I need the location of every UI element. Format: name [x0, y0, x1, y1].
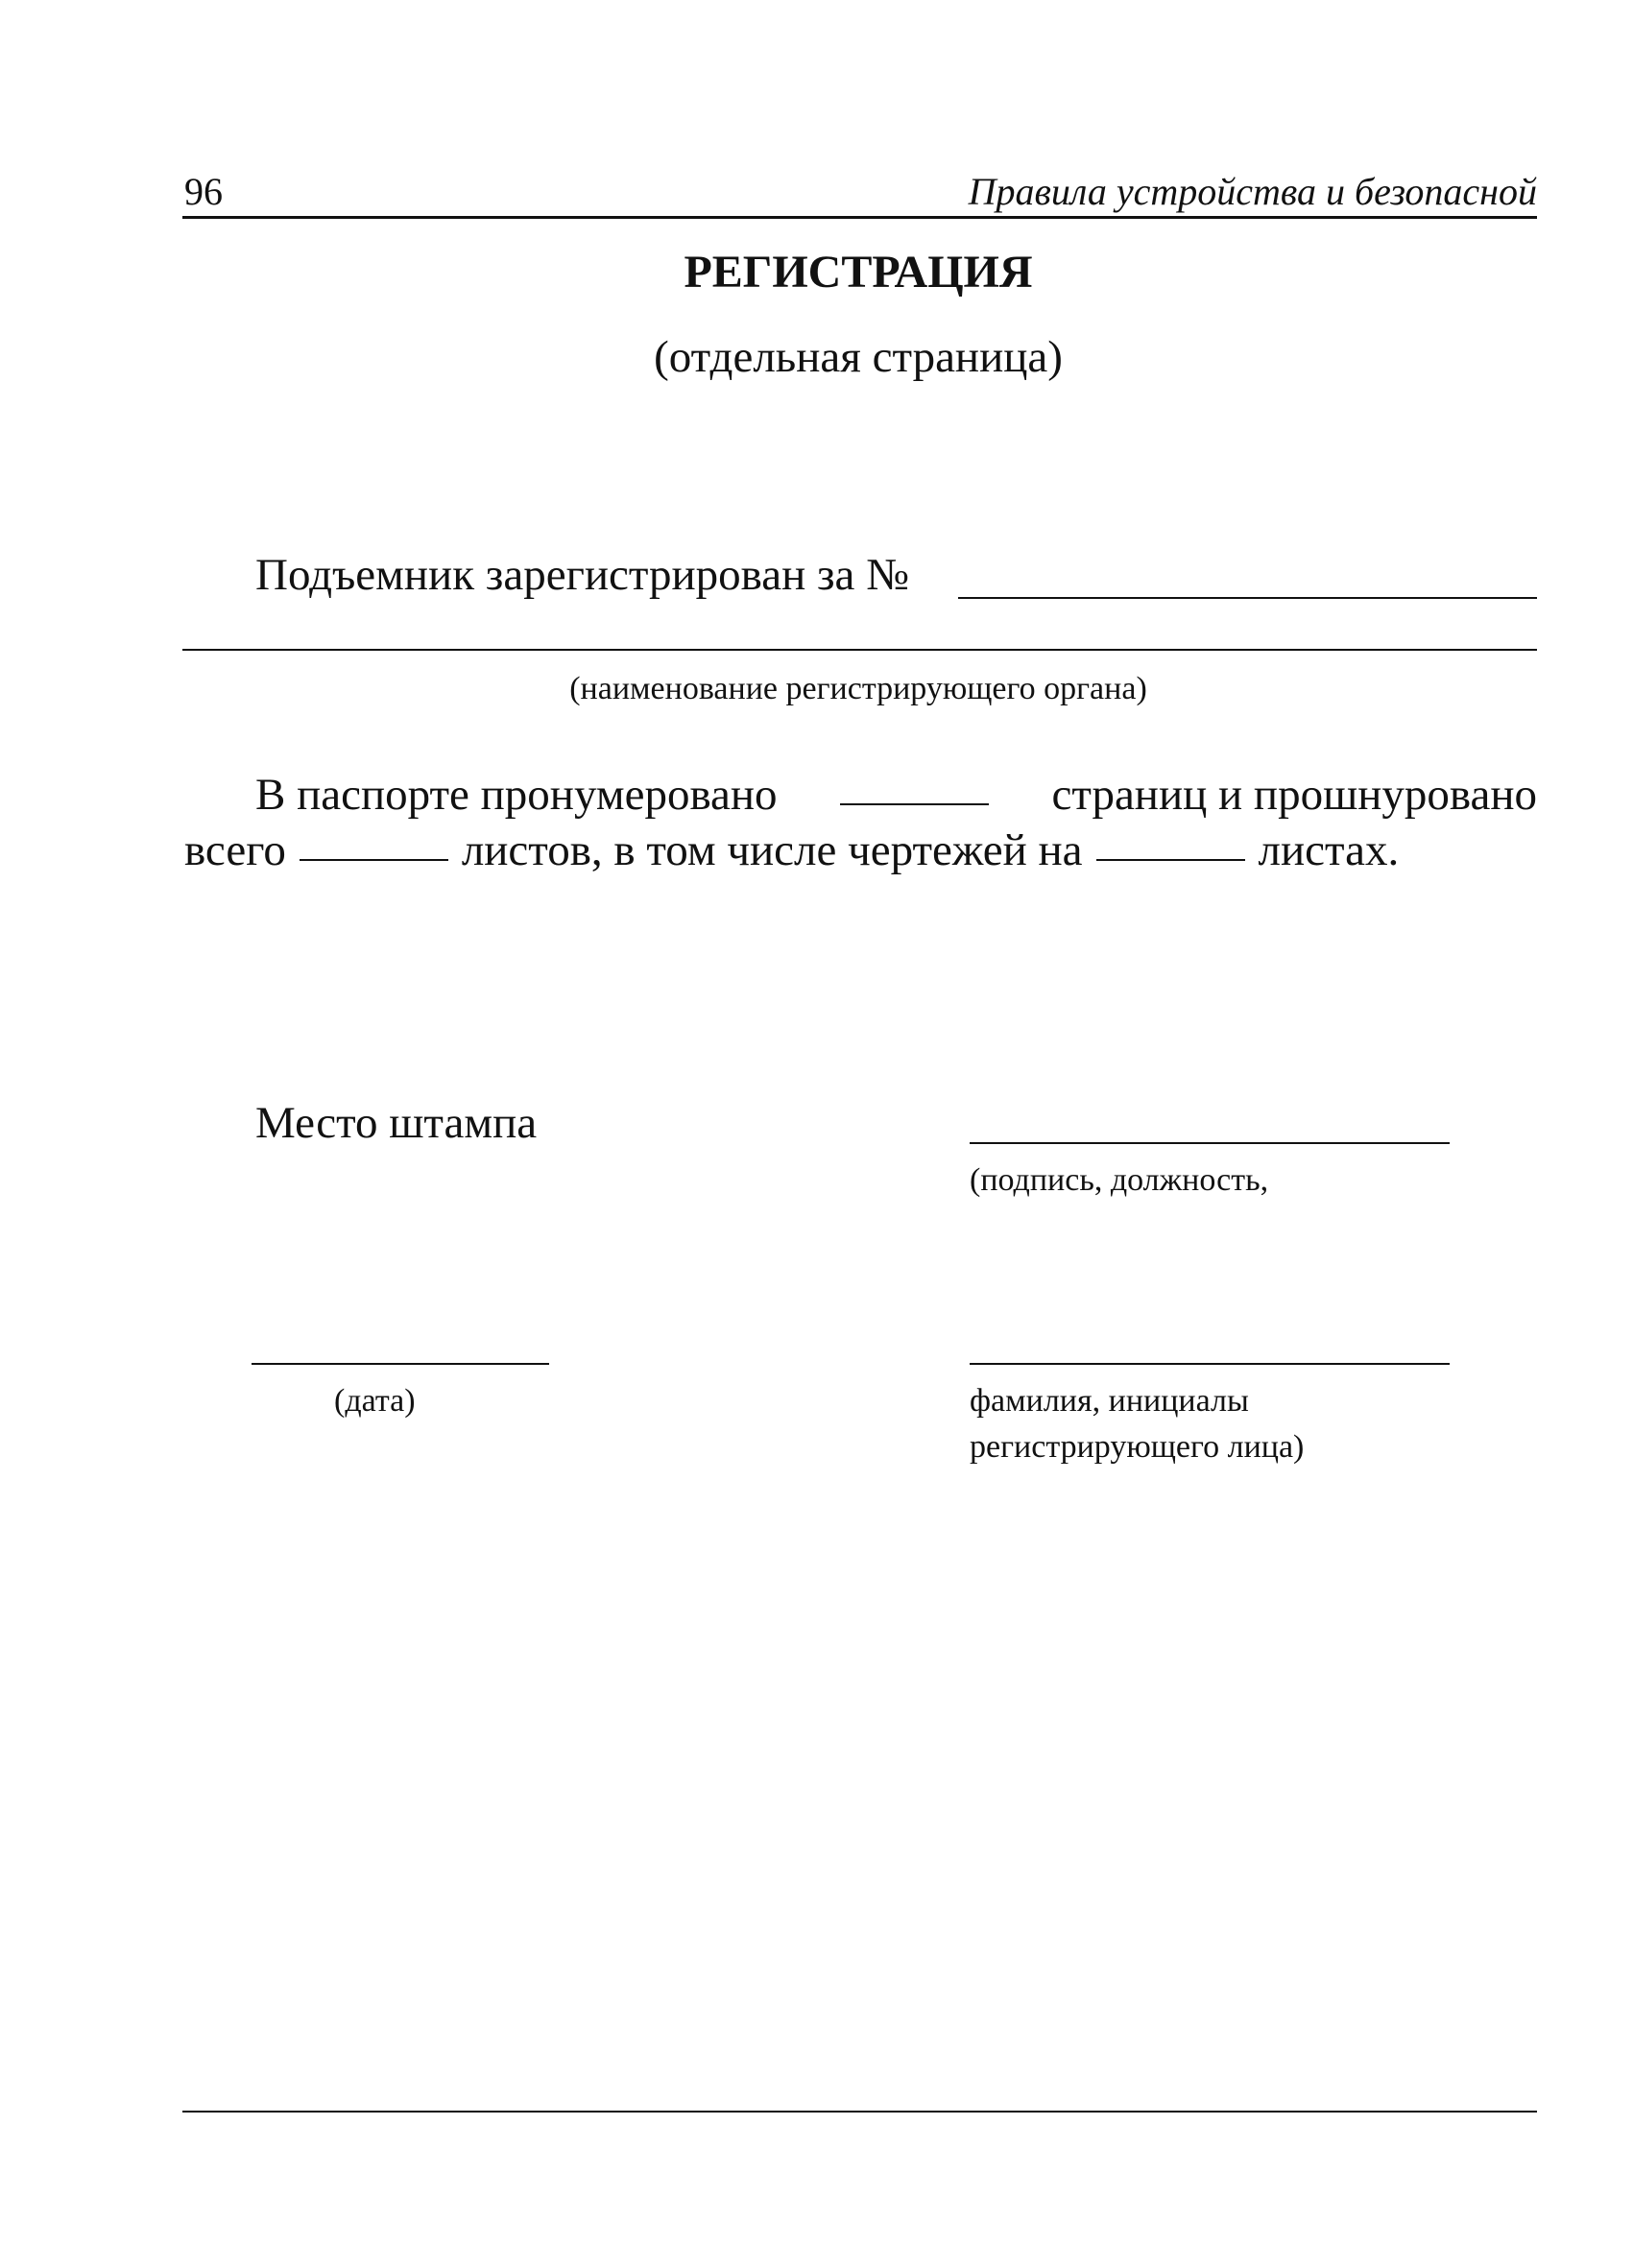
stamp-place-label: Место штампа — [255, 1098, 538, 1148]
footer-rule — [182, 2111, 1537, 2113]
page-subtitle: (отдельная страница) — [654, 332, 1063, 382]
passport-text-2: страниц и прошнуровано — [1051, 770, 1537, 820]
page-title: РЕГИСТРАЦИЯ — [684, 247, 1033, 298]
signature-blank — [970, 1142, 1450, 1144]
name-caption: фамилия, инициалы — [970, 1383, 1249, 1419]
passport-line-2 — [184, 824, 1399, 877]
registration-number-blank — [958, 597, 1537, 599]
passport-line-1 — [255, 768, 1537, 822]
passport-text-1: В паспорте пронумеровано — [255, 770, 778, 820]
date-caption: (дата) — [334, 1383, 416, 1419]
date-blank — [252, 1363, 549, 1365]
passport-text-5: листах. — [1258, 825, 1400, 875]
signature-caption: (подпись, должность, — [970, 1162, 1269, 1198]
drawings-count-blank — [1096, 859, 1245, 861]
passport-text-4: листов, в том числе чертежей на — [461, 825, 1083, 875]
authority-name-blank — [182, 649, 1537, 651]
passport-text-3: всего — [184, 825, 286, 875]
running-title: Правила устройства и безопасной — [968, 170, 1537, 213]
authority-caption: (наименование регистрирующего органа) — [569, 671, 1147, 706]
page-number: 96 — [184, 170, 223, 213]
header-rule — [182, 216, 1537, 219]
pages-count-blank — [840, 803, 989, 805]
registration-label: Подъемник зарегистрирован за № — [255, 550, 909, 600]
sheets-count-blank — [300, 859, 448, 861]
registrar-caption: регистрирующего лица) — [970, 1429, 1305, 1465]
name-blank — [970, 1363, 1450, 1365]
